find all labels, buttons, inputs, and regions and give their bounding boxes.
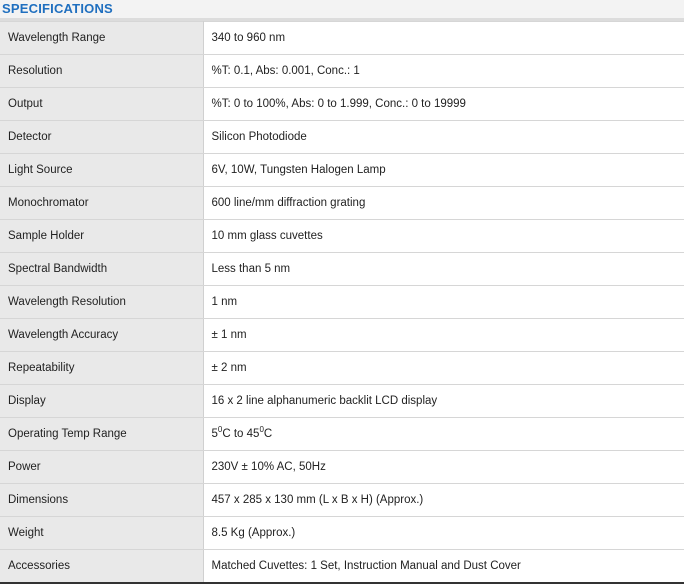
spec-label: Dimensions	[0, 484, 203, 517]
spec-label: Weight	[0, 517, 203, 550]
temp-low: 5	[211, 428, 218, 440]
table-row	[0, 187, 684, 220]
spec-label: Output	[0, 88, 203, 121]
spec-value: 340 to 960 nm	[203, 22, 684, 55]
spec-value: 10 mm glass cuvettes	[203, 220, 684, 253]
spec-label: Repeatability	[0, 352, 203, 385]
spec-label: Wavelength Accuracy	[0, 319, 203, 352]
spec-label: Accessories	[0, 550, 203, 583]
table-row	[0, 418, 684, 451]
table-row	[0, 154, 684, 187]
spec-label: Operating Temp Range	[0, 418, 203, 451]
table-row	[0, 352, 684, 385]
spec-value: %T: 0.1, Abs: 0.001, Conc.: 1	[203, 55, 684, 88]
table-row	[0, 55, 684, 88]
spec-value: Less than 5 nm	[203, 253, 684, 286]
table-row	[0, 22, 684, 55]
spec-value: 8.5 Kg (Approx.)	[203, 517, 684, 550]
spec-label: Spectral Bandwidth	[0, 253, 203, 286]
spec-label: Wavelength Resolution	[0, 286, 203, 319]
table-row	[0, 253, 684, 286]
table-row	[0, 286, 684, 319]
spec-label: Sample Holder	[0, 220, 203, 253]
spec-label: Power	[0, 451, 203, 484]
spec-label: Monochromator	[0, 187, 203, 220]
table-row	[0, 220, 684, 253]
degree-sup: 0	[217, 425, 223, 435]
spec-value: ± 1 nm	[203, 319, 684, 352]
spec-label: Light Source	[0, 154, 203, 187]
table-row	[0, 451, 684, 484]
table-row	[0, 385, 684, 418]
spec-value: Silicon Photodiode	[203, 121, 684, 154]
spec-value: 16 x 2 line alphanumeric backlit LCD display	[203, 385, 684, 418]
section-title: SPECIFICATIONS	[0, 0, 684, 21]
table-row	[0, 121, 684, 154]
spec-value: 600 line/mm diffraction grating	[203, 187, 684, 220]
specifications-table	[0, 21, 684, 584]
spec-label: Resolution	[0, 55, 203, 88]
spec-label: Detector	[0, 121, 203, 154]
degree-sup: 0	[259, 425, 264, 435]
table-row	[0, 319, 684, 352]
spec-value: 1 nm	[203, 286, 684, 319]
temp-unit: C	[263, 428, 273, 440]
spec-value: 230V ± 10% AC, 50Hz	[203, 451, 684, 484]
table-row	[0, 484, 684, 517]
spec-label: Display	[0, 385, 203, 418]
spec-value: ± 2 nm	[203, 352, 684, 385]
spec-value: 457 x 285 x 130 mm (L x B x H) (Approx.)	[203, 484, 684, 517]
spec-value	[203, 418, 684, 451]
spec-label: Wavelength Range	[0, 22, 203, 55]
spec-value: %T: 0 to 100%, Abs: 0 to 1.999, Conc.: 0 to 19999	[203, 88, 684, 121]
table-row	[0, 550, 684, 583]
table-row	[0, 88, 684, 121]
table-row	[0, 517, 684, 550]
spec-value: 6V, 10W, Tungsten Halogen Lamp	[203, 154, 684, 187]
temp-range-text: C to 45	[222, 428, 260, 440]
spec-value: Matched Cuvettes: 1 Set, Instruction Manual and Dust Cover	[203, 550, 684, 583]
